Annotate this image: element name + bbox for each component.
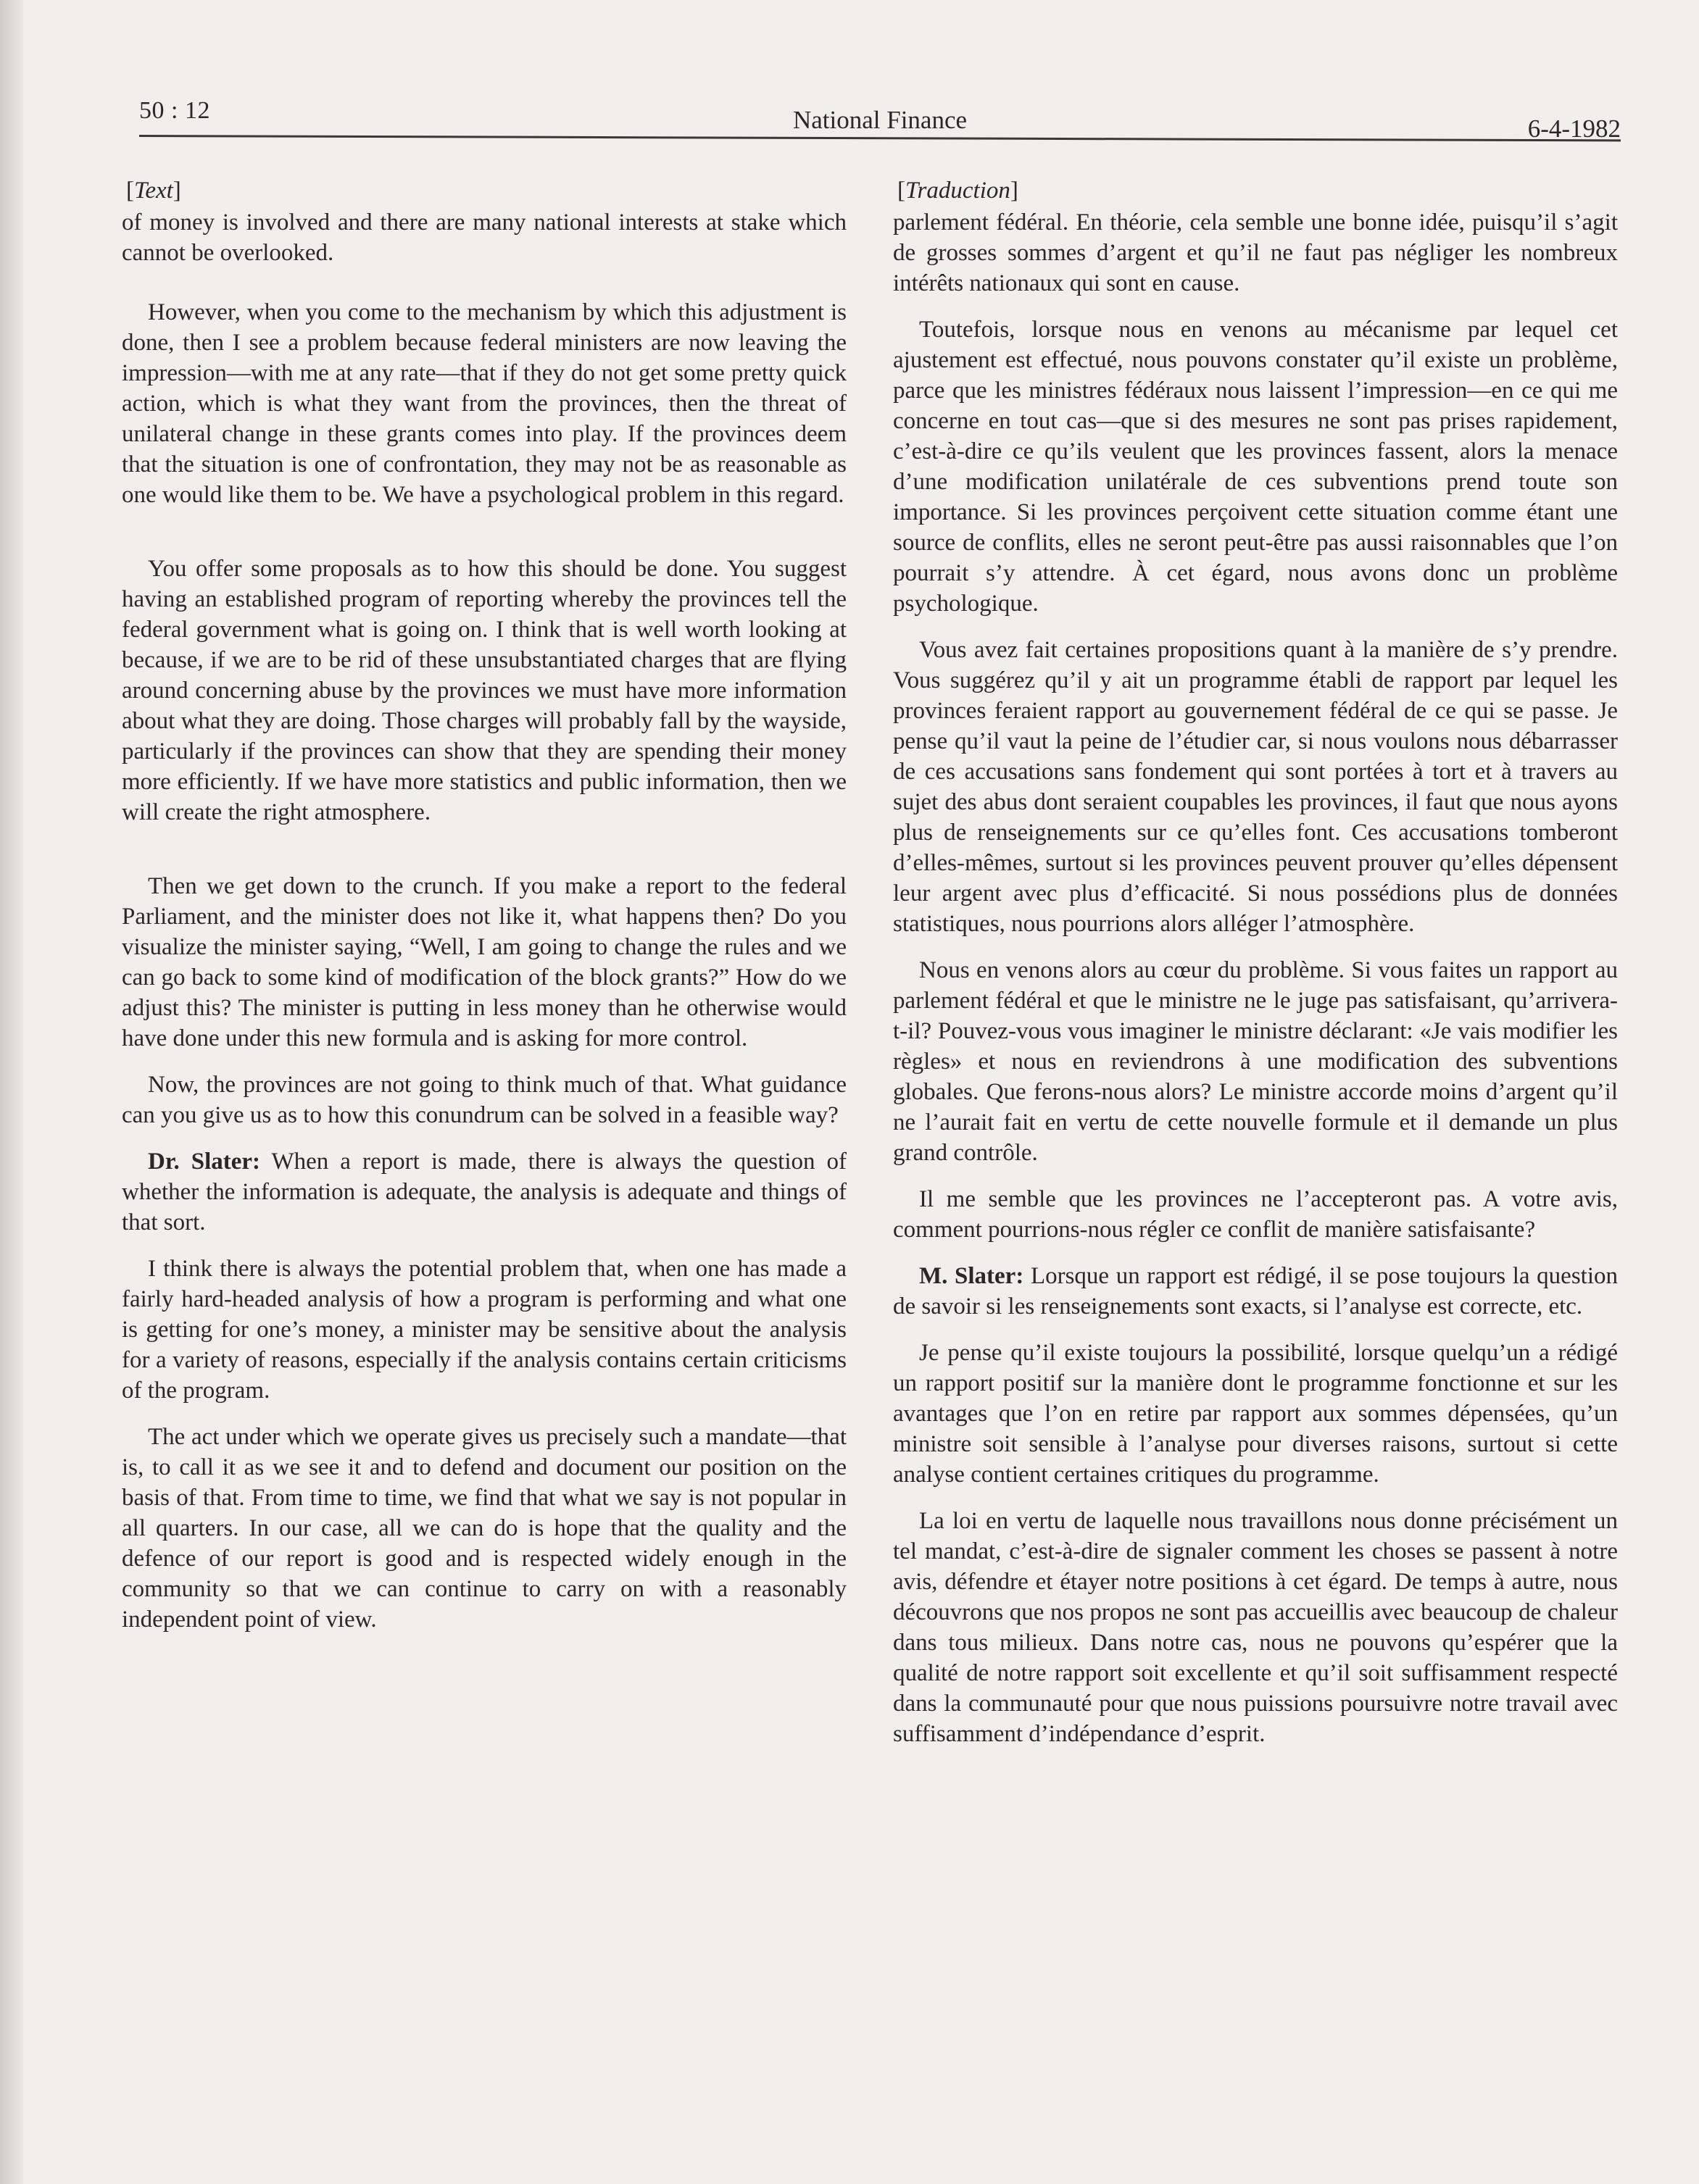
running-title: National Finance	[792, 106, 968, 134]
paragraph: Now, the provinces are not going to think much of that. What guidance can you give us as to how this conundrum can be solved in a feasible way?	[122, 1072, 847, 1128]
column-label: [Traduction]	[897, 178, 1018, 204]
header-date: 6-4-1982	[1527, 114, 1621, 143]
binding-shadow	[0, 0, 23, 2184]
english-column	[122, 174, 847, 1651]
paragraph: Je pense qu’il existe toujours la possibilité, lorsque quelqu’un a rédigé un rapport positif sur la manière dont le programme fonctionne et sur les avantages que l’on en retire par rapport aux sommes dépensées, qu’un ministre soit sensible à l’analyse pour diverses raisons, surtout si cette analyse contient certaines critiques du programme.	[893, 1340, 1618, 1488]
paragraph: parlement fédéral. En théorie, cela semble une bonne idée, puisqu’il s’agit de grosses sommes d’argent et qu’il ne faut pas négliger les nombreux intérêts nationaux qui sont en cause.	[893, 209, 1618, 296]
paragraph: Nous en venons alors au cœur du problème. Si vous faites un rapport au parlement fédéral et que le ministre ne le juge pas satisfaisant, qu’arrivera-t-il? Pouvez-vous vous imaginer le ministre déclarant: «Je vais modifier les règles» et nous en reviendrons à une modification des subventions globales. Que ferons-nous alors? Le ministre accorde moins d’argent qu’il ne l’aurait fait en vertu de cette nouvelle formule et il demande un plus grand contrôle.	[893, 957, 1618, 1166]
paragraph: However, when you come to the mechanism by which this adjustment is done, then I see a problem because federal ministers are now leaving the impression—with me at any rate—that if they do not get some pretty quick action, which is what they want from the provinces, then the threat of unilateral change in these grants comes into play. If the provinces deem that the situation is one of confrontation, they may not be as reasonable as one would like them to be. We have a psychological problem in this regard.	[122, 299, 847, 508]
speaker-text: Lorsque un rapport est rédigé, il se pose toujours la question de savoir si les renseignements sont exacts, si l’analyse est correcte, etc.	[893, 1263, 1618, 1320]
paragraph: The act under which we operate gives us precisely such a mandate—that is, to call it as we see it and to defend and document our position on the basis of that. From time to time, we find that what we say is not popular in all quarters. In our case, all we can do is hope that the quality and the defence of our report is good and is respected widely enough in the community so that we can continue to carry on with a reasonably independent point of view.	[122, 1424, 847, 1633]
paragraph: La loi en vertu de laquelle nous travaillons nous donne précisément un tel mandat, c’est-à-dire de signaler comment les choses se passent à notre avis, défendre et étayer notre positions à cet égard. De temps à autre, nous découvrons que nos propos ne sont pas accueillis avec beaucoup de chaleur dans tous milieux. Dans notre cas, nous ne pouvons qu’espérer que la qualité de notre rapport soit excellente et qu’il soit suffisamment respecté dans la communauté pour que nous puissions poursuivre notre travail avec suffisamment d’indépendance d’esprit.	[893, 1508, 1618, 1747]
column-label: [Text]	[126, 178, 181, 204]
paragraph: of money is involved and there are many national interests at stake which cannot be overlooked.	[122, 209, 847, 266]
speaker-name: M. Slater:	[919, 1263, 1024, 1289]
speaker-text: When a report is made, there is always the question of whether the information is adequate, the analysis is adequate and things of that sort.	[122, 1149, 847, 1235]
paragraph: Il me semble que les provinces ne l’accepteront pas. A votre avis, comment pourrions-nous régler ce conflit de manière satisfaisante?	[893, 1186, 1618, 1243]
paragraph: Then we get down to the crunch. If you make a report to the federal Parliament, and the minister does not like it, what happens then? Do you visualize the minister saying, “Well, I am going to change the rules and we can go back to some kind of modification of the block grants?” How do we adjust this? The minister is putting in less money than he otherwise would have done under this new formula and is asking for more control.	[122, 873, 847, 1051]
paragraph	[893, 1261, 1618, 1322]
paragraph: I think there is always the potential problem that, when one has made a fairly hard-headed analysis of how a program is performing and what one is getting for one’s money, a minister may be sensitive about the analysis for a variety of reasons, especially if the analysis contains certain criticisms of the program.	[122, 1256, 847, 1404]
paragraph: Vous avez fait certaines propositions quant à la manière de s’y prendre. Vous suggérez qu’il y ait un programme établi de rapport par lequel les provinces feraient rapport au gouvernement fédéral de ce qui se passe. Je pense qu’il vaut la peine de l’étudier car, si nous voulons nous débarrasser de ces accusations sans fondement qui sont portées à tort et à travers au sujet des abus dont seraient coupables les provinces, il faut que nous ayons plus de renseignements sur ce qu’elles font. Ces accusations tomberont d’elles-mêmes, surtout si les provinces peuvent prouver qu’elles dépensent leur argent avec plus d’efficacité. Si nous possédions plus de données statistiques, nous pourrions alors alléger l’atmosphère.	[893, 637, 1618, 937]
paragraph	[122, 1146, 847, 1238]
paragraph: Toutefois, lorsque nous en venons au mécanisme par lequel cet ajustement est effectué, nous pouvons constater qu’il existe un problème, parce que les ministres fédéraux nous laissent l’impression—en ce qui me concerne en tout cas—que si des mesures ne sont pas prises rapidement, c’est-à-dire ce qu’ils veulent que les provinces fassent, alors la menace d’une modification unilatérale de ces subventions prend toute son importance. Si les provinces perçoivent cette situation comme étant une source de conflits, elles ne seront peut-être pas aussi raisonnables que l’on pourrait s’y attendre. À cet égard, nous avons donc un problème psychologique.	[893, 317, 1618, 617]
page-number: 50 : 12	[139, 97, 210, 124]
paragraph: You offer some proposals as to how this should be done. You suggest having an established program of reporting whereby the provinces tell the federal government what is going on. I think that is well worth looking at because, if we are to be rid of these unsubstantiated charges that are flying around concerning abuse by the provinces we must have more information about what they are doing. Those charges will probably fall by the wayside, particularly if the provinces can show that they are spending their money more efficiently. If we have more statistics and public information, then we will create the right atmosphere.	[122, 556, 847, 825]
french-column	[893, 174, 1618, 1765]
speaker-name: Dr. Slater:	[148, 1149, 261, 1175]
